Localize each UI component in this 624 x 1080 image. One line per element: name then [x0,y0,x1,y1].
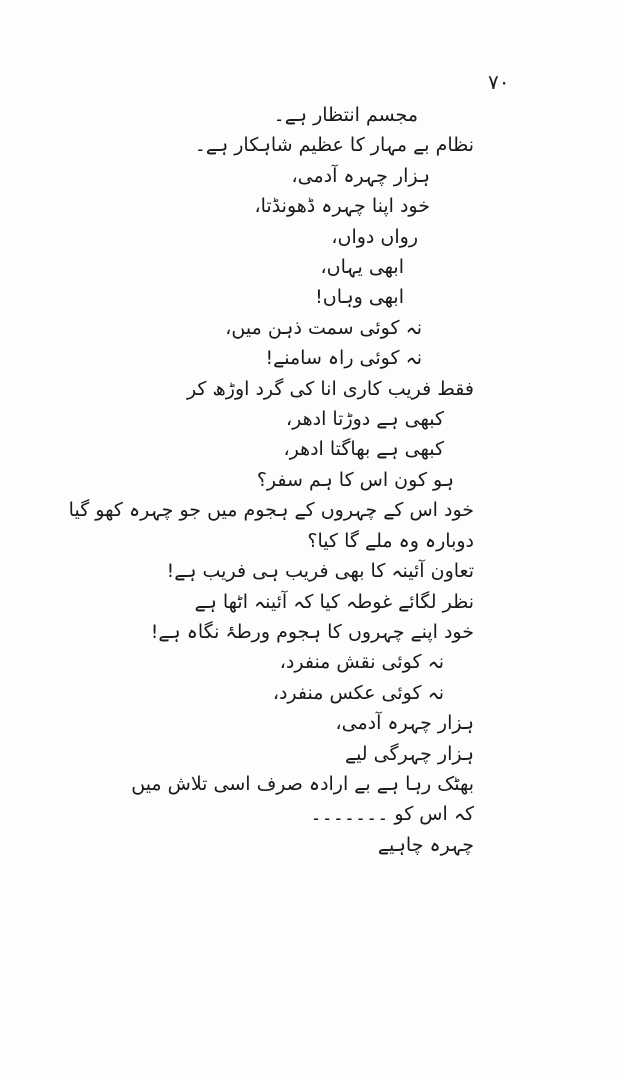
poem-line: رواں دواں، [331,225,418,248]
poem-line: ابھی وہاں! [315,286,404,309]
poem-line: خود اپنا چہرہ ڈھونڈتا، [254,195,430,218]
poem-line: نہ کوئی سمت ذہن میں، [225,316,422,339]
poem-line: چہرہ چاہیے [377,833,474,856]
poem-line: خود اس کے چہروں کے ہجوم میں جو چہرہ کھو گیا [68,499,474,522]
poem-text [68,100,474,860]
poem-line: ہزار چہرہ آدمی، [335,712,474,735]
page-number: ۷۰ [488,70,510,94]
poem-line: نہ کوئی عکس منفرد، [272,681,444,704]
poem-line: ہو کون اس کا ہم سفر؟ [256,468,454,491]
poem-line: نظام بے مہار کا عظیم شاہکار ہے۔ [194,134,474,157]
poem-line: کبھی ہے بھاگتا ادھر، [283,438,444,461]
poem-line: فقط فریب کاری انا کی گرد اوڑھ کر [186,377,474,400]
poem-line: خود اپنے چہروں کا ہجوم ورطۂ نگاہ ہے! [150,620,474,643]
poem-line: ہزار چہرگی لیے [344,742,474,765]
poem-line: کہ اس کو ۔۔۔۔۔۔۔ [310,803,474,826]
poem-line: تعاون آئینہ کا بھی فریب ہی فریب ہے! [166,560,474,583]
poem-line: بھٹک رہا ہے بے ارادہ صرف اسی تلاش میں [131,772,474,795]
poem-line: دوبارہ وہ ملے گا کیا؟ [307,529,474,552]
poem-line: نہ کوئی راہ سامنے! [265,347,422,370]
poem-line: مجسم انتظار ہے۔ [273,104,418,126]
poem-line: کبھی ہے دوڑتا ادھر، [285,408,444,431]
poem-line: ہزار چہرہ آدمی، [291,164,430,187]
poem-line: نہ کوئی نقش منفرد، [279,651,444,674]
poem-line: ابھی یہاں، [320,256,404,279]
poem-line: نظر لگائے غوطہ کیا کہ آئینہ اٹھا ہے [194,590,474,613]
